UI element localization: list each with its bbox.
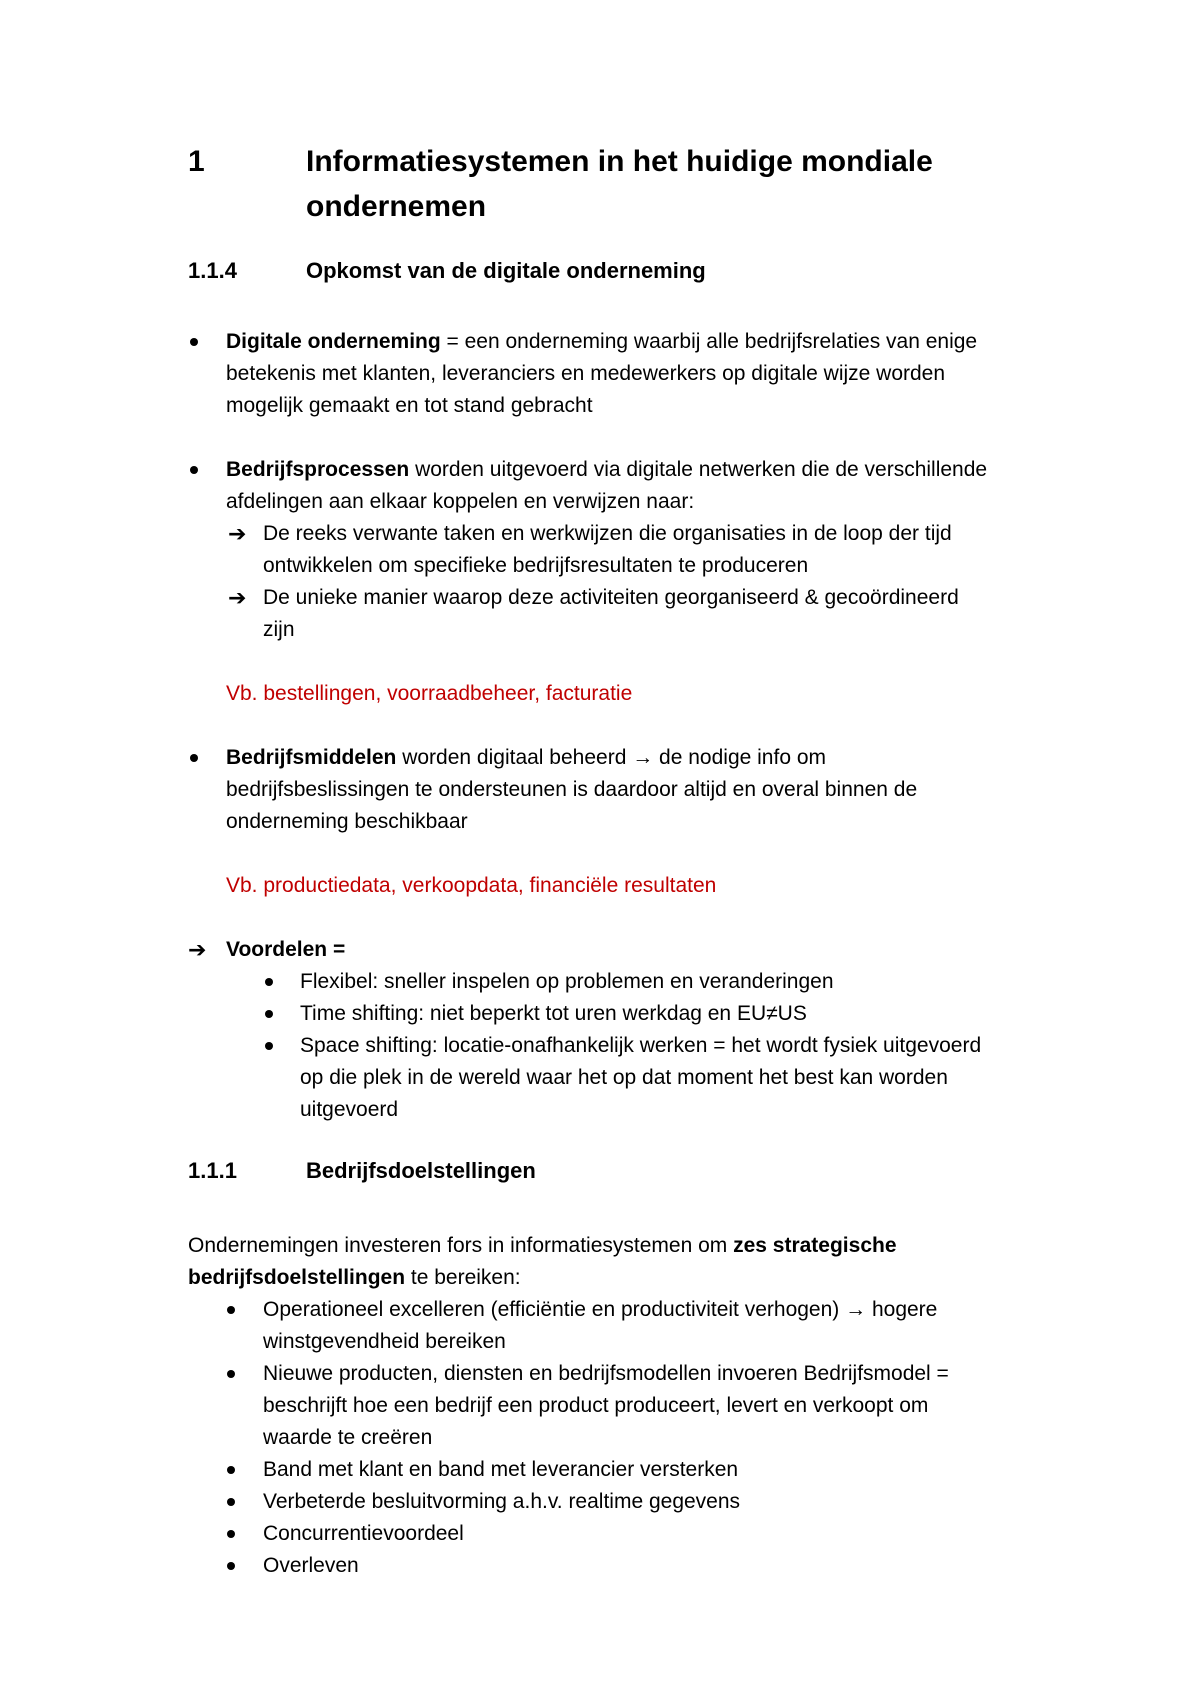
resources-line-1 <box>226 742 826 774</box>
thin-arrow-icon: → <box>632 746 654 769</box>
digital-line-3: mogelijk gemaakt en tot stand gebracht <box>226 394 593 417</box>
goals-intro-b: zes strategische <box>733 1234 897 1257</box>
bullet-icon <box>227 1530 235 1538</box>
goal-2-line-2: beschrijft hoe een bedrijf een product produceert, levert en verkoopt om <box>263 1394 929 1417</box>
processes-line-2: afdelingen aan elkaar koppelen en verwijzen naar: <box>226 490 695 513</box>
thin-arrow-icon: → <box>845 1298 867 1321</box>
advantage-item-3-line-3: uitgevoerd <box>300 1098 399 1121</box>
bullet-icon <box>227 1562 235 1570</box>
arrow-right-icon: ➔ <box>228 585 247 610</box>
digital-line-1 <box>226 326 977 358</box>
chapter-title-line-1: Informatiesystemen in het huidige mondiale <box>306 145 933 178</box>
resources-example: Vb. productiedata, verkoopdata, financiële resultaten <box>226 874 717 897</box>
bullet-icon <box>227 1370 235 1378</box>
resources-term: Bedrijfsmiddelen <box>226 746 397 769</box>
goal-5: Concurrentievoordeel <box>263 1522 464 1545</box>
goal-1-b: hogere <box>866 1298 938 1321</box>
digital-term: Digitale onderneming <box>226 330 441 353</box>
processes-line-1 <box>226 454 987 486</box>
arrow-right-icon: ➔ <box>188 937 207 962</box>
goal-4: Verbeterde besluitvorming a.h.v. realtime gegevens <box>263 1490 741 1513</box>
goal-3: Band met klant en band met leverancier versterken <box>263 1458 739 1481</box>
goals-intro-line-2 <box>188 1262 521 1294</box>
bullet-icon <box>265 978 273 986</box>
bullet-icon <box>265 1010 273 1018</box>
bullet-icon <box>227 1466 235 1474</box>
bullet-icon <box>190 466 198 474</box>
goal-2-line-1: Nieuwe producten, diensten en bedrijfsmodellen invoeren Bedrijfsmodel = <box>263 1362 949 1385</box>
section-111-title: Bedrijfsdoelstellingen <box>306 1158 536 1183</box>
goal-6: Overleven <box>263 1554 359 1577</box>
goals-intro-d: te bereiken: <box>405 1266 521 1289</box>
resources-line-3: onderneming beschikbaar <box>226 810 468 833</box>
goals-intro-a: Ondernemingen investeren fors in informatiesystemen om <box>188 1234 734 1257</box>
section-111-number: 1.1.1 <box>188 1158 237 1183</box>
goal-2-line-3: waarde te creëren <box>263 1426 433 1449</box>
chapter-number: 1 <box>188 145 205 178</box>
bullet-icon <box>227 1498 235 1506</box>
arrow-right-icon: ➔ <box>228 521 247 546</box>
goal-1-line-2: winstgevendheid bereiken <box>263 1330 506 1353</box>
resources-def-b: de nodige info om <box>653 746 827 769</box>
bullet-icon <box>265 1042 273 1050</box>
advantage-item-3-line-1: Space shifting: locatie-onafhankelijk werken = het wordt fysiek uitgevoerd <box>300 1034 982 1057</box>
processes-sub2-line-2: zijn <box>263 618 295 641</box>
bullet-icon <box>190 754 198 762</box>
goals-intro-c: bedrijfsdoelstellingen <box>188 1266 406 1289</box>
processes-example: Vb. bestellingen, voorraadbeheer, facturatie <box>226 682 633 705</box>
goals-intro-line-1 <box>188 1230 897 1262</box>
bullet-icon <box>227 1306 235 1314</box>
advantage-item-2: Time shifting: niet beperkt tot uren werkdag en EU≠US <box>300 1002 807 1025</box>
advantages-label: Voordelen = <box>226 938 346 961</box>
resources-def-a: worden digitaal beheerd <box>396 746 633 769</box>
resources-line-2: bedrijfsbeslissingen te ondersteunen is daardoor altijd en overal binnen de <box>226 778 918 801</box>
digital-def: = een onderneming waarbij alle bedrijfsrelaties van enige <box>440 330 978 353</box>
digital-line-2: betekenis met klanten, leveranciers en medewerkers op digitale wijze worden <box>226 362 946 385</box>
section-114-title: Opkomst van de digitale onderneming <box>306 258 706 283</box>
processes-term: Bedrijfsprocessen <box>226 458 410 481</box>
processes-sub1-line-2: ontwikkelen om specifieke bedrijfsresultaten te produceren <box>263 554 809 577</box>
goal-1-line-1 <box>263 1294 937 1326</box>
processes-def: worden uitgevoerd via digitale netwerken die de verschillende <box>409 458 988 481</box>
advantage-item-3-line-2: op die plek in de wereld waar het op dat moment het best kan worden <box>300 1066 948 1089</box>
bullet-icon <box>190 338 198 346</box>
processes-sub1-line-1: De reeks verwante taken en werkwijzen die organisaties in de loop der tijd <box>263 522 952 545</box>
section-114-number: 1.1.4 <box>188 258 237 283</box>
processes-sub2-line-1: De unieke manier waarop deze activiteiten georganiseerd & gecoördineerd <box>263 586 959 609</box>
goal-1-a: Operationeel excelleren (efficiëntie en productiviteit verhogen) <box>263 1298 846 1321</box>
chapter-title-line-2: ondernemen <box>306 190 487 223</box>
advantage-item-1: Flexibel: sneller inspelen op problemen en veranderingen <box>300 970 834 993</box>
